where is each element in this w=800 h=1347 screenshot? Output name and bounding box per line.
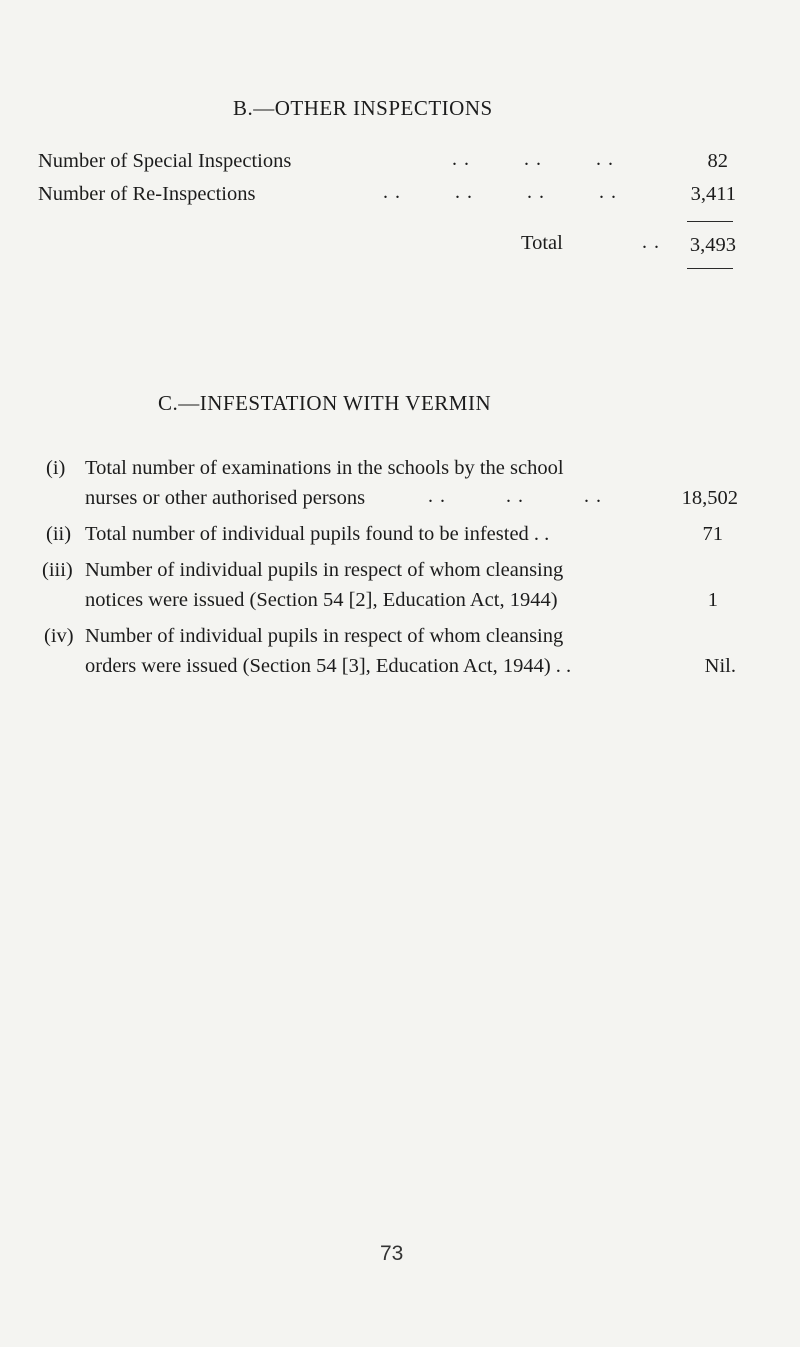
total-label: Total	[521, 232, 563, 254]
total-value: 3,493	[689, 234, 736, 256]
total-leaders: . .	[642, 231, 660, 253]
item-iv-line1: Number of individual pupils in respect of whom cleansing	[85, 625, 564, 647]
special-inspections-label: Number of Special Inspections	[38, 150, 292, 172]
item-iv-line2: orders were issued (Section 54 [3], Education Act, 1944) . .	[85, 655, 572, 677]
item-ii-value: 71	[702, 523, 723, 545]
item-iv-marker: (iv)	[44, 625, 74, 647]
page-number: 73	[380, 1242, 404, 1265]
item-iii-line2: notices were issued (Section 54 [2], Education Act, 1944)	[85, 589, 558, 611]
item-iv-value: Nil.	[704, 655, 736, 677]
special-inspections-value: 82	[707, 150, 728, 172]
special-inspections-leaders: . . . . . .	[452, 148, 614, 170]
section-b-heading: B.—OTHER INSPECTIONS	[233, 96, 493, 120]
subtotal-rule	[687, 221, 733, 222]
item-iii-value: 1	[707, 589, 718, 611]
item-ii-marker: (ii)	[46, 523, 72, 545]
item-iii-marker: (iii)	[42, 559, 73, 581]
item-i-leaders: . . . . . .	[428, 485, 602, 507]
section-c-heading: C.—INFESTATION WITH VERMIN	[158, 391, 492, 415]
item-i-marker: (i)	[46, 457, 66, 479]
item-ii-line1: Total number of individual pupils found to be infested . .	[85, 523, 550, 545]
re-inspections-label: Number of Re-Inspections	[38, 183, 256, 205]
re-inspections-value: 3,411	[690, 183, 736, 205]
item-i-line2: nurses or other authorised persons	[85, 487, 366, 509]
item-i-line1: Total number of examinations in the schools by the school	[85, 457, 564, 479]
total-rule	[687, 268, 733, 269]
item-iii-line1: Number of individual pupils in respect of whom cleansing	[85, 559, 564, 581]
re-inspections-leaders: . . . . . . . .	[383, 181, 617, 203]
item-i-value: 18,502	[681, 487, 738, 509]
